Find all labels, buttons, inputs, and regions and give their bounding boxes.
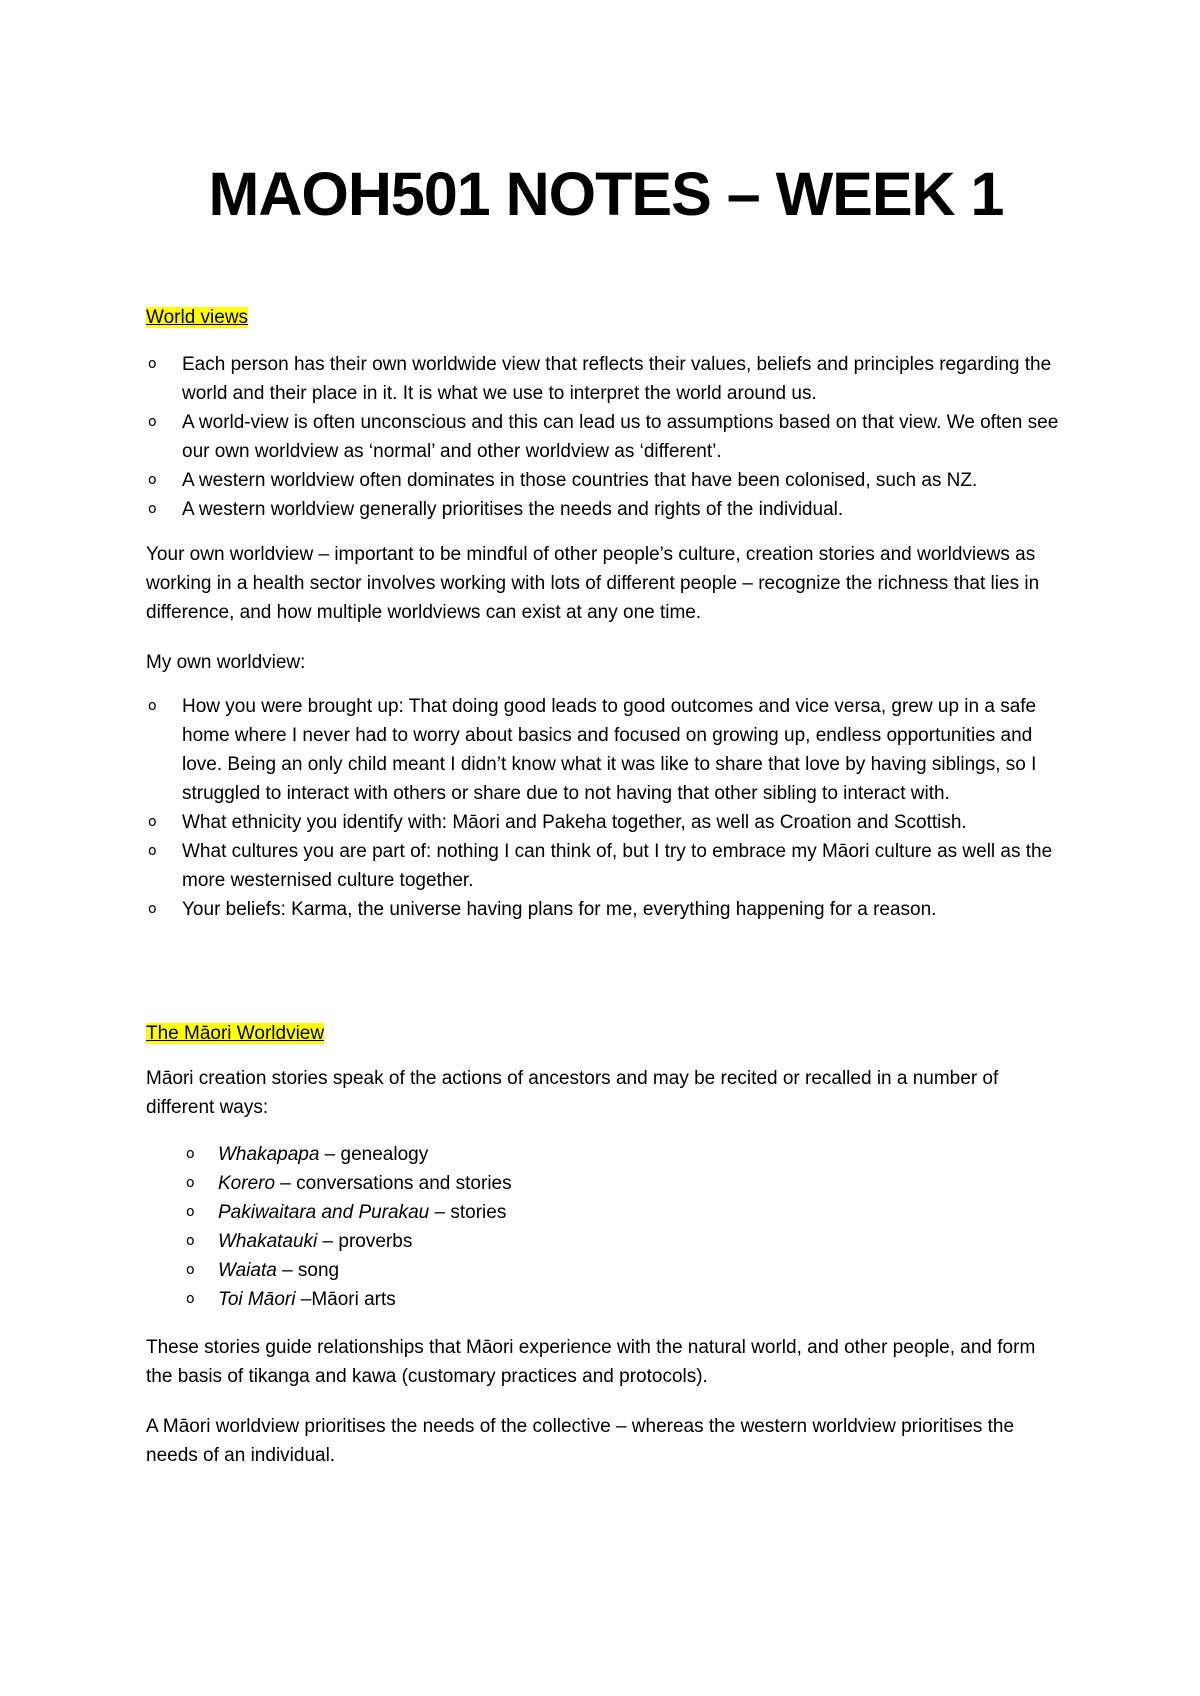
bullet-marker: o — [148, 901, 157, 917]
highlighted-heading-text: The Māori Worldview — [146, 1023, 325, 1044]
list-item: o Waiata – song — [184, 1256, 1064, 1285]
bullet-marker: o — [148, 356, 157, 372]
bullet-marker: o — [148, 472, 157, 488]
bullet-marker: o — [186, 1146, 195, 1162]
list-item: o Your beliefs: Karma, the universe having plans for me, everything happening for a reason. — [146, 895, 1066, 924]
bullet-marker: o — [186, 1175, 195, 1191]
bullet-marker: o — [148, 414, 157, 430]
list-item: o What cultures you are part of: nothing I can think of, but I try to embrace my Māori culture as well as the more westernised culture together. — [146, 837, 1066, 895]
list-item: o Toi Māori –Māori arts — [184, 1285, 1064, 1314]
paragraph-collective-needs: A Māori worldview prioritises the needs of the collective – whereas the western worldview prioritises the needs of an individual. — [146, 1416, 1015, 1466]
section-heading-maori-worldview — [146, 1022, 324, 1046]
list-item: o Each person has their own worldwide view that reflects their values, beliefs and principles regarding the world and their place in it. It is what we use to interpret the world around us. — [146, 350, 1066, 408]
list-item: o What ethnicity you identify with: Māori and Pakeha together, as well as Croation and Scottish. — [146, 808, 1066, 837]
my-worldview-bullet-list — [146, 692, 1066, 924]
list-item: o Korero – conversations and stories — [184, 1169, 1064, 1198]
bullet-marker: o — [148, 501, 157, 517]
page-title: MAOH501 NOTES – WEEK 1 — [208, 160, 1004, 228]
list-item: o Pakiwaitara and Purakau – stories — [184, 1198, 1064, 1227]
highlighted-heading-text: World views — [146, 307, 249, 328]
section-heading-world-views — [146, 306, 248, 330]
bullet-marker: o — [186, 1204, 195, 1220]
paragraph-creation-stories: Māori creation stories speak of the actions of ancestors and may be recited or recalled in a number of different ways: — [146, 1068, 999, 1118]
list-item: o A western worldview generally prioritises the needs and rights of the individual. — [146, 495, 1066, 524]
bullet-marker: o — [148, 814, 157, 830]
list-item: o How you were brought up: That doing good leads to good outcomes and vice versa, grew up in a safe home where I never had to worry about basics and focused on growing up, endless opportunities and love. Being an only child meant I didn’t know what it was like to share that love by having siblings, so I struggled to interact with others or share due to not having that other sibling to interact with. — [146, 692, 1066, 808]
list-item: o A world-view is often unconscious and this can lead us to assumptions based on that view. We often see our own worldview as ‘normal’ and other worldview as ‘different’. — [146, 408, 1066, 466]
paragraph-own-worldview: Your own worldview – important to be mindful of other people’s culture, creation stories and worldviews as working in a health sector involves working with lots of different people – recognize the richness that lies in difference, and how multiple worldviews can exist at any one time. — [146, 544, 1040, 623]
bullet-marker: o — [148, 698, 157, 714]
paragraph-my-worldview-label: My own worldview: — [146, 652, 306, 673]
bullet-marker: o — [186, 1233, 195, 1249]
list-item: o Whakapapa – genealogy — [184, 1140, 1064, 1169]
bullet-marker: o — [186, 1291, 195, 1307]
world-views-bullet-list — [146, 350, 1066, 524]
paragraph-stories-guide: These stories guide relationships that Māori experience with the natural world, and other people, and form the basis of tikanga and kawa (customary practices and protocols). — [146, 1337, 1036, 1387]
bullet-marker: o — [148, 843, 157, 859]
list-item: o A western worldview often dominates in those countries that have been colonised, such as NZ. — [146, 466, 1066, 495]
maori-terms-list — [184, 1140, 1064, 1314]
bullet-marker: o — [186, 1262, 195, 1278]
list-item: o Whakatauki – proverbs — [184, 1227, 1064, 1256]
